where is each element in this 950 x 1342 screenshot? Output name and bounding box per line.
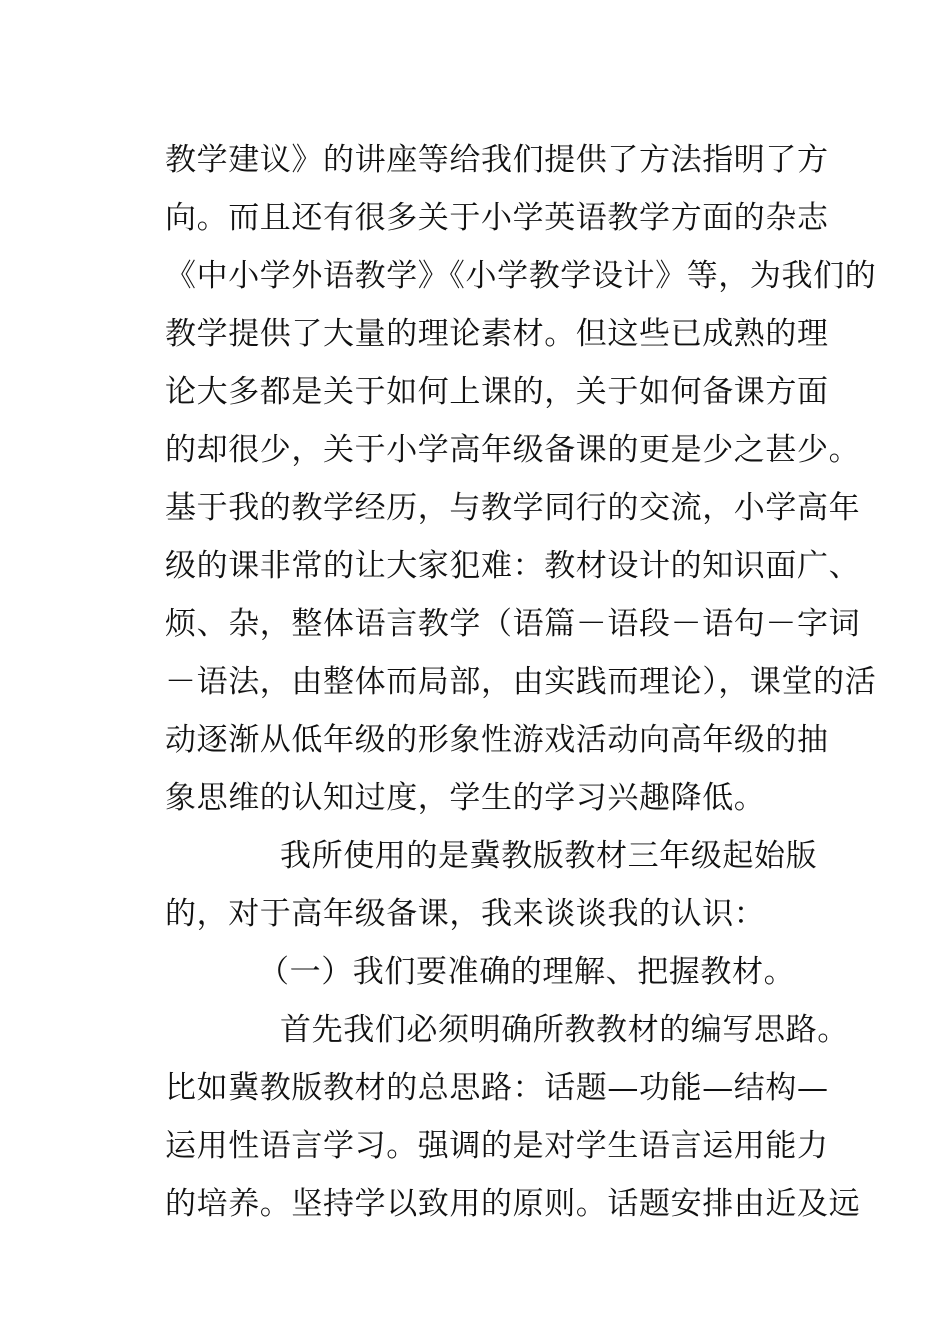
text-line: 象思维的认知过度，学生的学习兴趣降低。	[165, 780, 766, 816]
text-line: 运用性语言学习。强调的是对学生语言运用能力	[165, 1128, 829, 1164]
text-line: 级的课非常的让大家犯难：教材设计的知识面广、	[165, 548, 861, 584]
text-line: 的，对于高年级备课，我来谈谈我的认识：	[165, 896, 766, 932]
text-line: 比如冀教版教材的总思路：话题—功能—结构—	[165, 1070, 829, 1106]
text-line: 的却很少，关于小学高年级备课的更是少之甚少。	[165, 432, 861, 468]
text-line: 教学提供了大量的理论素材。但这些已成熟的理	[165, 316, 829, 352]
text-line: 论大多都是关于如何上课的，关于如何备课方面	[165, 374, 829, 410]
paragraph-indent-line: 我所使用的是冀教版教材三年级起始版	[280, 838, 818, 874]
text-line: 动逐渐从低年级的形象性游戏活动向高年级的抽	[165, 722, 829, 758]
text-line: 向。而且还有很多关于小学英语教学方面的杂志	[165, 200, 829, 236]
text-line: 烦、杂，整体语言教学（语篇－语段－语句－字词	[165, 606, 861, 642]
text-line: 基于我的教学经历，与教学同行的交流，小学高年	[165, 490, 861, 526]
text-line: －语法，由整体而局部，由实践而理论），课堂的活	[165, 664, 877, 700]
paragraph-indent-line: 首先我们必须明确所教教材的编写思路。	[280, 1012, 849, 1048]
text-line: 《中小学外语教学》《小学教学设计》等，为我们的	[165, 258, 877, 294]
section-heading: （一）我们要准确的理解、把握教材。	[258, 954, 796, 990]
text-line: 教学建议》的讲座等给我们提供了方法指明了方	[165, 142, 829, 178]
text-line: 的培养。坚持学以致用的原则。话题安排由近及远	[165, 1186, 861, 1222]
